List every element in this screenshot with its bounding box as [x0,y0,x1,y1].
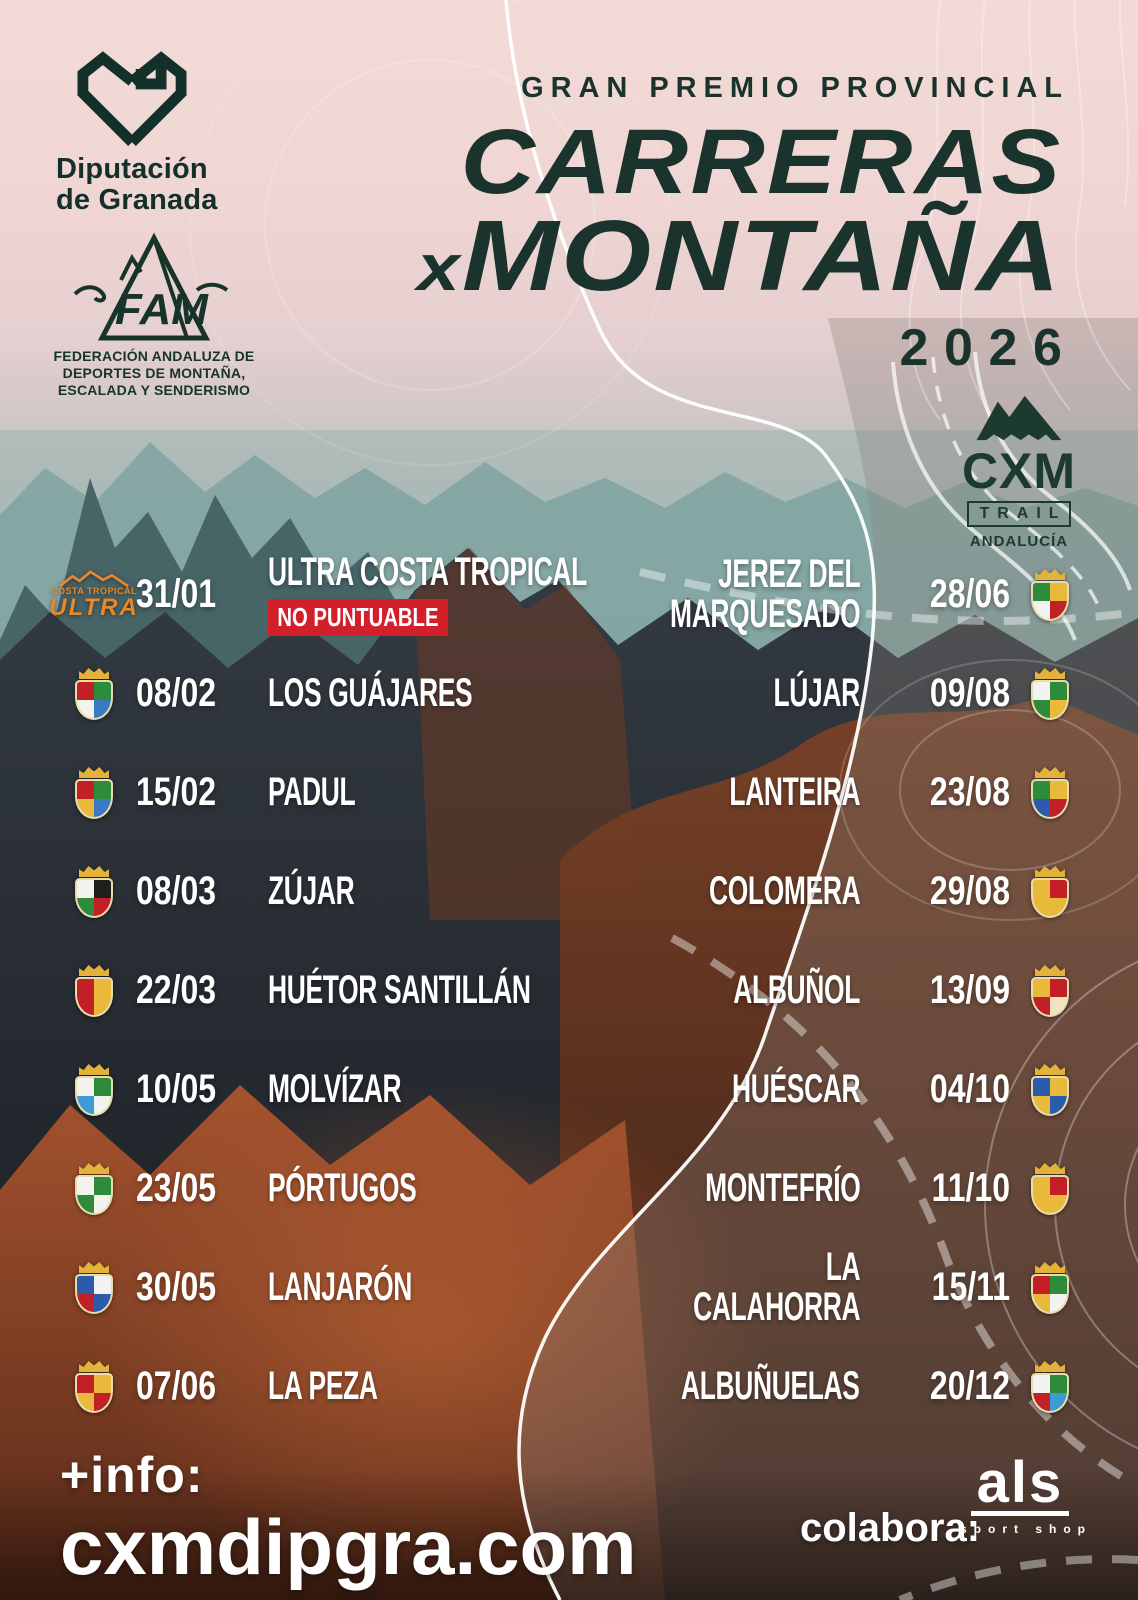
race-crest-slot [1020,964,1080,1017]
crest-shield [75,878,113,918]
race-row [0,1238,592,1337]
crest-crown [79,766,109,778]
cxm-region-label: ANDALUCÍA [969,533,1069,550]
race-date: 20/12 [929,1364,1010,1408]
municipal-crest-icon [1031,1360,1069,1413]
crest-crown [79,1063,109,1075]
race-row [0,842,592,941]
race-date: 22/03 [136,968,217,1012]
race-name-wrap [625,1165,860,1210]
colabora-label: colabora: [800,1506,981,1550]
race-date: 15/02 [136,770,217,814]
costa-tropical-ultra-logo [49,570,139,621]
race-date: 07/06 [136,1364,217,1408]
race-name: LA PEZA [268,1363,378,1408]
crest-crown [79,1162,109,1174]
cxm-trail-andalucia-logo [958,392,1080,550]
crest-crown [1035,1162,1065,1174]
title-montana: MONTAÑA [461,200,1062,313]
race-crest-slot [1020,568,1080,621]
municipal-crest-icon [1031,568,1069,621]
als-subtitle: sport shop [960,1522,1092,1537]
race-crest-slot [1020,667,1080,720]
diputacion-name-line2: de Granada [56,183,218,216]
crest-shield [1031,1373,1069,1413]
race-name: HUÉTOR SANTILLÁN [268,967,531,1012]
race-name: ULTRA COSTA TROPICAL [268,549,587,594]
race-row [592,1238,1138,1337]
municipal-crest-icon [75,1162,113,1215]
diputacion-heart-icon [68,44,196,148]
race-name-wrap [729,670,860,715]
cxm-trail-label: TRAIL [967,501,1071,527]
race-name-wrap [268,670,578,715]
race-list-left [0,545,592,1436]
race-crest-slot [1020,1063,1080,1116]
race-row [0,644,592,743]
race-name: PADUL [268,769,356,814]
race-row [0,941,592,1040]
race-name: COLOMERA [708,868,860,913]
race-crest-slot [58,865,130,918]
race-name: PÓRTUGOS [268,1165,417,1210]
race-crest-slot [1020,1261,1080,1314]
crest-crown [1035,1360,1065,1372]
fam-text-line2: DEPORTES DE MONTAÑA, [62,365,246,382]
diputacion-name-line1: Diputación [56,153,208,185]
crest-crown [1035,964,1065,976]
fam-text-line3: ESCALADA Y SENDERISMO [57,382,251,399]
race-crest-slot [1020,1162,1080,1215]
race-name-wrap [666,1066,860,1111]
municipal-crest-icon [75,865,113,918]
municipal-crest-icon [1031,865,1069,918]
race-crest-slot [58,964,130,1017]
race-name-wrap [268,868,399,913]
municipal-crest-icon [1031,1162,1069,1215]
race-crest-slot [58,1261,130,1314]
crest-crown [79,1261,109,1273]
municipal-crest-icon [1031,1261,1069,1314]
race-row [592,842,1138,941]
race-date: 10/05 [136,1067,217,1111]
crest-shield [75,1373,113,1413]
cxm-mountains-icon [970,392,1068,444]
race-date: 30/05 [136,1265,217,1309]
crest-crown [1035,568,1065,580]
title-line1: CARRERAS [460,111,1062,213]
race-name-wrap [268,1066,470,1111]
race-name: LA CALAHORRA [692,1245,860,1329]
fam-mountain-icon [69,232,239,344]
race-list-right [592,545,1138,1436]
race-date: 09/08 [929,671,1010,715]
race-name: MONTEFRÍO [704,1165,860,1210]
race-name-wrap [268,769,400,814]
crest-shield [75,977,113,1017]
municipal-crest-icon [75,1261,113,1314]
municipal-crest-icon [75,766,113,819]
race-name-wrap [589,1363,860,1408]
race-name-wrap [268,1363,434,1408]
crest-shield [75,1175,113,1215]
race-name-wrap [572,552,860,636]
fam-text-line1: FEDERACIÓN ANDALUZA DE [53,348,255,364]
race-name: HUÉSCAR [731,1066,860,1111]
race-row [0,1040,592,1139]
title-year: 2026 [899,319,1078,378]
crest-shield [1031,977,1069,1017]
crest-crown [79,964,109,976]
municipal-crest-icon [75,1063,113,1116]
crest-shield [1031,1274,1069,1314]
crest-crown [79,865,109,877]
race-name: LANJARÓN [268,1264,413,1309]
race-name-wrap [268,1264,486,1309]
als-wordmark: als [971,1458,1070,1516]
race-date: 04/10 [929,1067,1010,1111]
municipal-crest-icon [1031,667,1069,720]
race-name-wrap [662,769,860,814]
race-name: LÚJAR [773,670,860,715]
race-name: JEREZ DEL MARQUESADO [669,552,860,636]
race-name-wrap [668,967,860,1012]
crest-shield [1031,1076,1069,1116]
municipal-crest-icon [1031,766,1069,819]
race-crest-slot [58,1162,130,1215]
municipal-crest-icon [1031,1063,1069,1116]
race-date: 29/08 [929,869,1010,913]
race-row [592,1337,1138,1436]
race-row [592,1040,1138,1139]
website-url: cxmdipgra.com [60,1503,637,1591]
crest-shield [1031,779,1069,819]
crest-shield [75,779,113,819]
race-row [592,743,1138,842]
als-sport-shop-logo [960,1450,1092,1537]
race-row [592,1139,1138,1238]
crest-crown [1035,1063,1065,1075]
ultra-logo-text-top: COSTA TROPICAL [51,585,137,596]
race-date: 28/06 [929,572,1010,616]
race-date: 13/09 [929,968,1010,1012]
svg-text:FAM: FAM [115,285,208,334]
crest-crown [79,667,109,679]
diputacion-granada-logo [56,44,246,215]
crest-crown [1035,667,1065,679]
race-date: 15/11 [931,1265,1010,1309]
crest-shield [1031,1175,1069,1215]
race-row [0,743,592,842]
no-puntuable-badge: NO PUNTUABLE [268,599,448,636]
crest-shield [1031,680,1069,720]
ultra-logo-text-main: ULTRA [49,593,139,621]
crest-crown [1035,1261,1065,1273]
race-crest-slot [49,570,139,621]
crest-crown [1035,865,1065,877]
race-name-wrap [592,1245,860,1329]
crest-shield [1031,878,1069,918]
crest-shield [75,680,113,720]
title-line2 [416,200,1062,313]
race-date: 08/02 [136,671,217,715]
race-name: MOLVÍZAR [268,1066,402,1111]
race-crest-slot [1020,766,1080,819]
race-name: ALBUÑUELAS [681,1363,860,1408]
race-row [592,941,1138,1040]
fam-logo [34,232,274,399]
race-name: ALBUÑOL [733,967,860,1012]
crest-shield [1031,581,1069,621]
race-date: 23/05 [136,1166,217,1210]
race-name-wrap [631,868,860,913]
race-crest-slot [58,667,130,720]
crest-shield [75,1076,113,1116]
title-x-prefix: x [416,230,462,305]
race-crest-slot [1020,1360,1080,1413]
poster-title [416,72,1078,378]
crest-crown [79,1360,109,1372]
race-row [0,1337,592,1436]
race-crest-slot [58,766,130,819]
race-row [0,1139,592,1238]
race-crest-slot [1020,865,1080,918]
info-label: +info: [60,1447,204,1503]
municipal-crest-icon [1031,964,1069,1017]
footer-info [60,1446,637,1591]
race-name: LANTEIRA [729,769,860,814]
crest-crown [1035,766,1065,778]
race-row [0,545,592,644]
race-calendar [0,545,1138,1436]
race-name-wrap [268,1165,493,1210]
race-name: LOS GUÁJARES [268,670,473,715]
race-crest-slot [58,1063,130,1116]
race-row [592,644,1138,743]
race-name: ZÚJAR [268,868,355,913]
cxm-word: CXM [961,443,1077,499]
municipal-crest-icon [75,1360,113,1413]
crest-shield [75,1274,113,1314]
race-date: 11/10 [931,1166,1010,1210]
race-date: 08/03 [136,869,217,913]
race-row [592,545,1138,644]
municipal-crest-icon [75,667,113,720]
race-date: 31/01 [136,572,217,616]
municipal-crest-icon [75,964,113,1017]
race-crest-slot [58,1360,130,1413]
title-kicker: GRAN PREMIO PROVINCIAL [521,72,1069,104]
race-date: 23/08 [929,770,1010,814]
